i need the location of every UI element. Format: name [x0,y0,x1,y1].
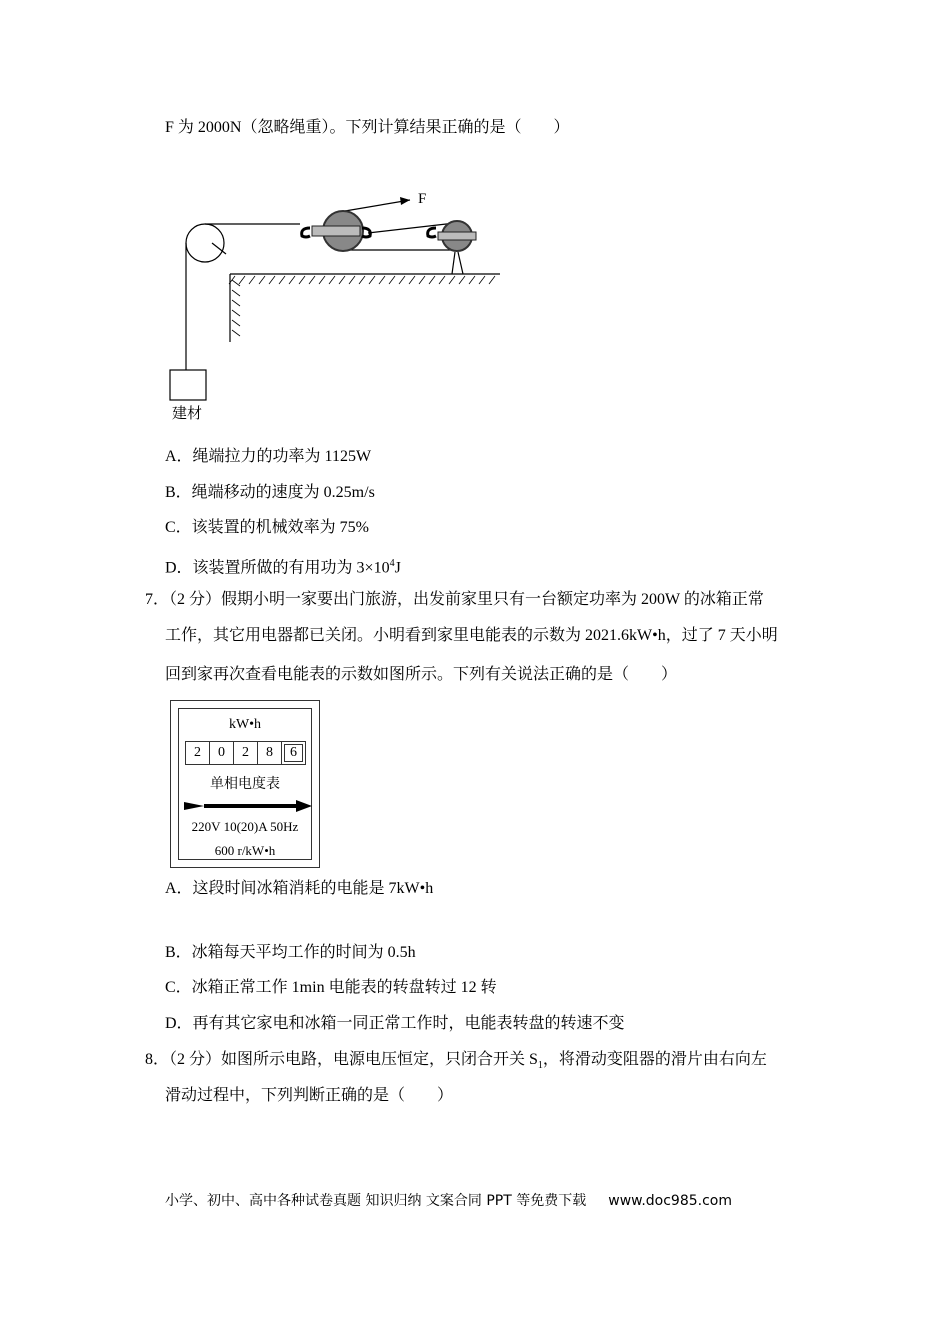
force-label: F [418,191,427,207]
q7-line-3: 回到家再次查看电能表的示数如图所示。下列有关说法正确的是（ ） [165,666,678,683]
meter-digit-decimal: 6 [281,741,306,765]
q8-sub: 1 [537,1060,543,1072]
q7-line-1: 7．（2 分）假期小明一家要出门旅游，出发前家里只有一台额定功率为 200W 的冰箱正常 [145,591,764,608]
meter-name: 单相电度表 [210,776,280,792]
q7-option-a[interactable]: A．这段时间冰箱消耗的电能是 7kW•h [165,880,434,897]
footer [165,1190,732,1210]
option-d-exp: 4 [389,558,395,569]
q8-line-2: 滑动过程中，下列判断正确的是（ ） [165,1087,454,1104]
meter-unit: kW•h [228,717,262,732]
meter-digits [186,741,306,765]
q8-line-1 [145,1050,767,1076]
energy-meter-figure [170,700,320,868]
q6-option-c[interactable]: C．该装置的机械效率为 75% [165,519,370,536]
q6-option-b[interactable]: B．绳端移动的速度为 0.25m/s [165,484,375,501]
meter-digit: 8 [257,741,282,765]
option-d-unit: J [394,559,401,577]
q7-option-b[interactable]: B．冰箱每天平均工作的时间为 0.5h [165,944,416,961]
arrow-icon [184,799,312,813]
footer-text: 小学、初中、高中各种试卷真题 知识归纳 文案合同 PPT 等免费下载 [165,1193,587,1209]
option-d-text: D．该装置所做的有用功为 3×10 [165,559,390,577]
q8-text: 8．（2 分）如图所示电路，电源电压恒定，只闭合开关 S [145,1051,538,1068]
q7-line-2: 工作，其它用电器都已关闭。小明看到家里电能表的示数为 2021.6kW•h，过了 7 天小明 [165,627,778,644]
meter-digit: 0 [209,741,234,765]
fixed-pulley [186,224,224,262]
q6-option-a[interactable]: A．绳端拉力的功率为 1125W [165,448,372,465]
q7-option-c[interactable]: C．冰箱正常工作 1min 电能表的转盘转过 12 转 [165,979,497,996]
q8-text-post: ，将滑动变阻器的滑片由右向左 [542,1051,767,1068]
box-label: 建材 [172,404,203,422]
q7-option-d[interactable]: D．再有其它家电和冰箱一同正常工作时，电能表转盘的转速不变 [165,1015,625,1032]
footer-url[interactable]: www.doc985.com [608,1193,732,1209]
meter-digit: 2 [185,741,210,765]
meter-rate: 600 r/kW•h [214,843,276,858]
meter-digit: 2 [233,741,258,765]
pulley-diagram [160,180,510,430]
q6-stem: F 为 2000N（忽略绳重）。下列计算结果正确的是（ ） [165,119,570,136]
q6-option-d[interactable] [165,554,401,578]
meter-spec: 220V 10(20)A 50Hz [191,819,299,834]
